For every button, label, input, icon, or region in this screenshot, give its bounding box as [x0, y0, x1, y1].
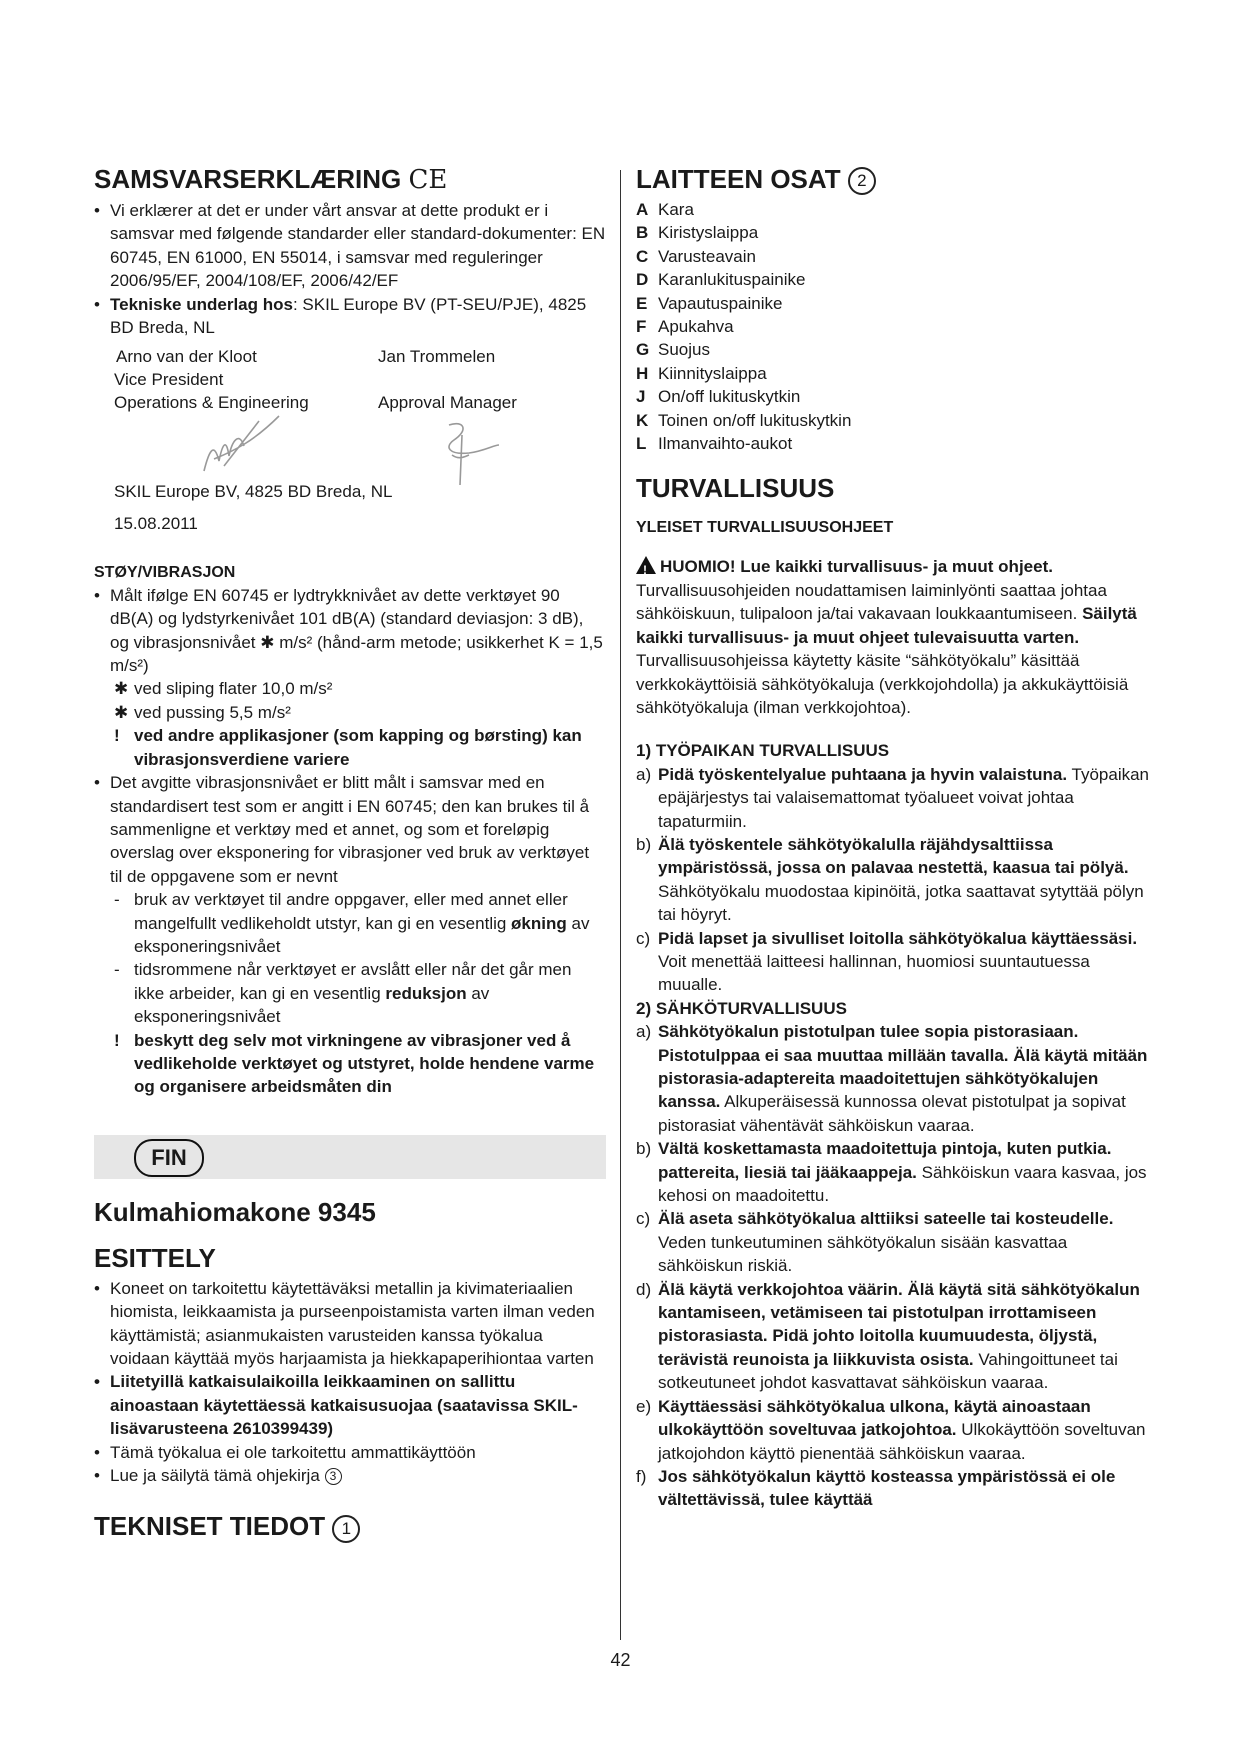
- left-column: [94, 160, 606, 1545]
- signature1-image: [184, 411, 284, 481]
- declaration-bullet: • Tekniske underlag hos: SKIL Europe BV (PT-SEU/PJE), 4825 BD Breda, NL: [94, 293, 606, 340]
- tech-data-title: TEKNISET TIEDOT 1: [94, 1507, 606, 1545]
- signer2-title: Approval Manager: [378, 393, 517, 413]
- product-title: Kulmahiomakone 9345: [94, 1196, 376, 1227]
- noise-bullet: • Målt ifølge EN 60745 er lydtrykknivået av dette verktøyet 90 dB(A) og lydstyrkenivået 101 dB(A) (standard deviasjon: 3 dB), og vibrasjonsnivået ✱ m/s² (hånd-arm metode; usikkerhet K = 1,5 m/s²): [94, 584, 606, 678]
- declaration-list: [94, 199, 606, 339]
- part-item: G Suojus: [636, 340, 710, 360]
- part-item: L Ilmanvaihto-aukot: [636, 434, 793, 454]
- safety-item: c) Älä aseta sähkötyökalua alttiiksi sateelle tai kosteudelle. Veden tunkeutuminen sähkötyökalun sisään kasvattaa sähköiskun riskiä.: [636, 1209, 1114, 1276]
- signer1-title: Vice President: [114, 370, 224, 390]
- intro-title: ESITTELY: [94, 1242, 216, 1273]
- part-item: D Karanlukituspainike: [636, 270, 806, 290]
- figure-ref-3: 3: [325, 1468, 342, 1485]
- company-address: SKIL Europe BV, 4825 BD Breda, NL: [114, 482, 393, 502]
- safety-warning-paragraph: !HUOMIO! Lue kaikki turvallisuus- ja muut ohjeet. Turvallisuusohjeiden noudattamisen laiminlyönti saattaa johtaa sähköiskuun, tulipaloon ja/tai vakavaan loukkaantumiseen. Säilytä kaikki turvallisuus- ja muut ohjeet tulevaisuutta varten. Turvallisuusohjeissa käytetty käsite “sähkötyökalu” käsittää verkkokäyttöisiä sähkötyökaluja (verkkojohdolla) ja akkukäyttöisiä sähkötyökaluja (ilman verkkojohtoa).: [636, 555, 1152, 719]
- language-bar: [94, 1135, 606, 1179]
- intro-bullet: • Koneet on tarkoitettu käytettäväksi metallin ja kivimateriaalien hiomista, leikkaamista ja purseenpoistamista varten ilman veden käyttämistä; asianmukaisten varusteiden kanssa työkalua voidaan käyttää myös harjaamista ja hiekkapaperihiontaa varten: [94, 1277, 606, 1371]
- part-item: H Kiinnityslaippa: [636, 363, 767, 383]
- signature2-image: [424, 415, 504, 490]
- safety-item: b) Älä työskentele sähkötyökalulla räjähdysalttiissa ympäristössä, jossa on palavaa nestettä, kaasua tai pölyä. Sähkötyökalu muodostaa kipinöitä, jotka saattavat sytyttää pölyn tai höyryt.: [636, 834, 1144, 925]
- noise-list: [94, 584, 606, 678]
- figure-ref-2: 2: [848, 167, 876, 195]
- page-number: 42: [610, 1650, 631, 1670]
- part-item: E Vapautuspainike: [636, 293, 783, 313]
- safety-item: b) Vältä koskettamasta maadoitettuja pintoja, kuten putkia. pattereita, liesiä tai jääkaappeja. Sähköiskun vaara kasvaa, jos kehosi on maadoitettu.: [636, 1139, 1147, 1206]
- noise-warning: ! ved andre applikasjoner (som kapping og børsting) kan vibrasjonsverdiene variere: [114, 726, 582, 769]
- signature-block: [94, 345, 606, 510]
- noise-star-item: ✱ ved pussing 5,5 m/s²: [94, 701, 606, 724]
- part-item: B Kiristyslaippa: [636, 223, 759, 243]
- signer2-name: Jan Trommelen: [378, 347, 496, 367]
- noise-star-item: ✱ ved sliping flater 10,0 m/s²: [94, 677, 606, 700]
- safety-item: f) Jos sähkötyökalun käyttö kosteassa ympäristössä ei ole vältettävissä, tulee käyttää: [636, 1466, 1116, 1510]
- safety-title: TURVALLISUUS: [636, 473, 835, 504]
- general-safety-title: YLEISET TURVALLISUUSOHJEET: [636, 519, 894, 537]
- safety-item: c) Pidä lapset ja sivulliset loitolla sähkötyökalua käyttäessäsi. Voit menettää laitteesi hallinnan, huomiosi suuntautuessa muualle.: [636, 928, 1138, 995]
- declaration-title: [94, 160, 606, 199]
- safety-item: e) Käyttäessäsi sähkötyökalua ulkona, käytä ainoastaan ulkokäyttöön soveltuvaa jatkojohtoa. Ulkokäyttöön soveltuvan jatkojohdon käyttö pienentää sähköiskun vaaraa.: [636, 1396, 1146, 1463]
- intro-bullet: • Lue ja säilytä tämä ohjekirja 3: [94, 1464, 606, 1487]
- exposure-dash-item: - tidsrommene når verktøyet er avslått eller når det går men ikke arbeider, kan gi en vesentlig reduksjon av eksponeringsnivået: [110, 958, 606, 1028]
- part-item: F Apukahva: [636, 317, 734, 337]
- part-item: A Kara: [636, 200, 694, 219]
- language-badge-fin: FIN: [134, 1139, 204, 1177]
- declaration-title-text: SAMSVARSERKLÆRING: [94, 164, 402, 194]
- exposure-dash-item: - bruk av verktøyet til andre oppgaver, eller med annet eller mangelfullt vedlikeholdt utstyr, kan gi en vesentlig økning av eksponeringsnivået: [110, 888, 606, 958]
- signer1-department: Operations & Engineering: [114, 393, 309, 413]
- figure-ref-1: 1: [332, 1515, 360, 1543]
- exclamation-icon: !: [114, 1030, 120, 1050]
- asterisk-icon: ✱: [114, 679, 129, 699]
- exclamation-icon: !: [114, 726, 120, 746]
- part-item: J On/off lukituskytkin: [636, 387, 801, 407]
- exposure-dash-list: [94, 888, 606, 1028]
- safety-item: a) Sähkötyökalun pistotulpan tulee sopia pistorasiaan. Pistotulppaa ei saa muuttaa millään tavalla. Älä käytä mitään pistorasia-adaptereita maadoitettujen sähkötyökalujen kanssa. Alkuperäisessä kunnossa olevat pistotulpat ja sopivat pistorasiat vähentävät sähköiskun vaaraa.: [636, 1022, 1148, 1135]
- noise-bullet: • Det avgitte vibrasjonsnivået er blitt målt i samsvar med en standardisert test som er angitt i EN 60745; den kan brukes til å sammenligne et verktøy med et annet, og som et foreløpig overslag over eksponering for vibrasjoner ved bruk av verktøyet til de oppgavene som er nevnt: [94, 771, 606, 888]
- column-divider: [620, 170, 621, 1640]
- safety-item: a) Pidä työskentelyalue puhtaana ja hyvin valaistuna. Työpaikan epäjärjestys tai valaisemattomat työalueet voivat johtaa tapaturmiin.: [636, 764, 1150, 831]
- intro-bullet: • Tämä työkalua ei ole tarkoitettu ammattikäyttöön: [94, 1441, 606, 1464]
- section-1-list: [636, 763, 1152, 997]
- section-2-list: [636, 1020, 1152, 1512]
- right-column: [636, 160, 1152, 1512]
- asterisk-icon: ✱: [114, 702, 129, 722]
- parts-list: [636, 198, 1152, 455]
- safety-item: d) Älä käytä verkkojohtoa väärin. Älä käytä sitä sähkötyökalun kantamiseen, vetämiseen tai pistotulpan irrottamiseen pistorasiasta. Pidä johto loitolla kuumuudesta, öljystä, terävistä reunoista ja liikkuvista osista. Vahingoittuneet tai sotkeutuneet johdot kasvattavat sähköiskun vaaraa.: [636, 1279, 1140, 1393]
- part-item: K Toinen on/off lukituskytkin: [636, 410, 852, 430]
- noise-list-2: [94, 771, 606, 888]
- warning-triangle-icon: [636, 556, 656, 574]
- intro-list: [94, 1277, 606, 1488]
- noise-vibration-title: STØY/VIBRASJON: [94, 563, 236, 581]
- intro-bullet: • Liitetyillä katkaisulaikoilla leikkaaminen on sallittu ainoastaan käytettäessä katkaisusuojaa (saatavissa SKIL-lisävarusteena 2610399439): [94, 1370, 606, 1440]
- signer1-name: Arno van der Kloot: [116, 347, 257, 367]
- parts-title: LAITTEEN OSAT 2: [636, 160, 1152, 198]
- section-1-title: 1) TYÖPAIKAN TURVALLISUUS: [636, 741, 890, 761]
- part-item: C Varusteavain: [636, 246, 756, 266]
- declaration-date: 15.08.2011: [114, 514, 198, 534]
- declaration-bullet: • Vi erklærer at det er under vårt ansvar at dette produkt er i samsvar med følgende standarder eller standard-dokumenter: EN 60745, EN 61000, EN 55014, i samsvar med reguleringer 2006/95/EF, 2004/108/EF, 2006/42/EF: [94, 199, 606, 293]
- noise-warning: ! beskytt deg selv mot virkningene av vibrasjoner ved å vedlikeholde verktøyet og utstyret, holde hendene varme og organisere arbeidsmåten din: [114, 1030, 595, 1097]
- section-2-title: 2) SÄHKÖTURVALLISUUS: [636, 998, 847, 1018]
- ce-mark: CE: [408, 165, 448, 195]
